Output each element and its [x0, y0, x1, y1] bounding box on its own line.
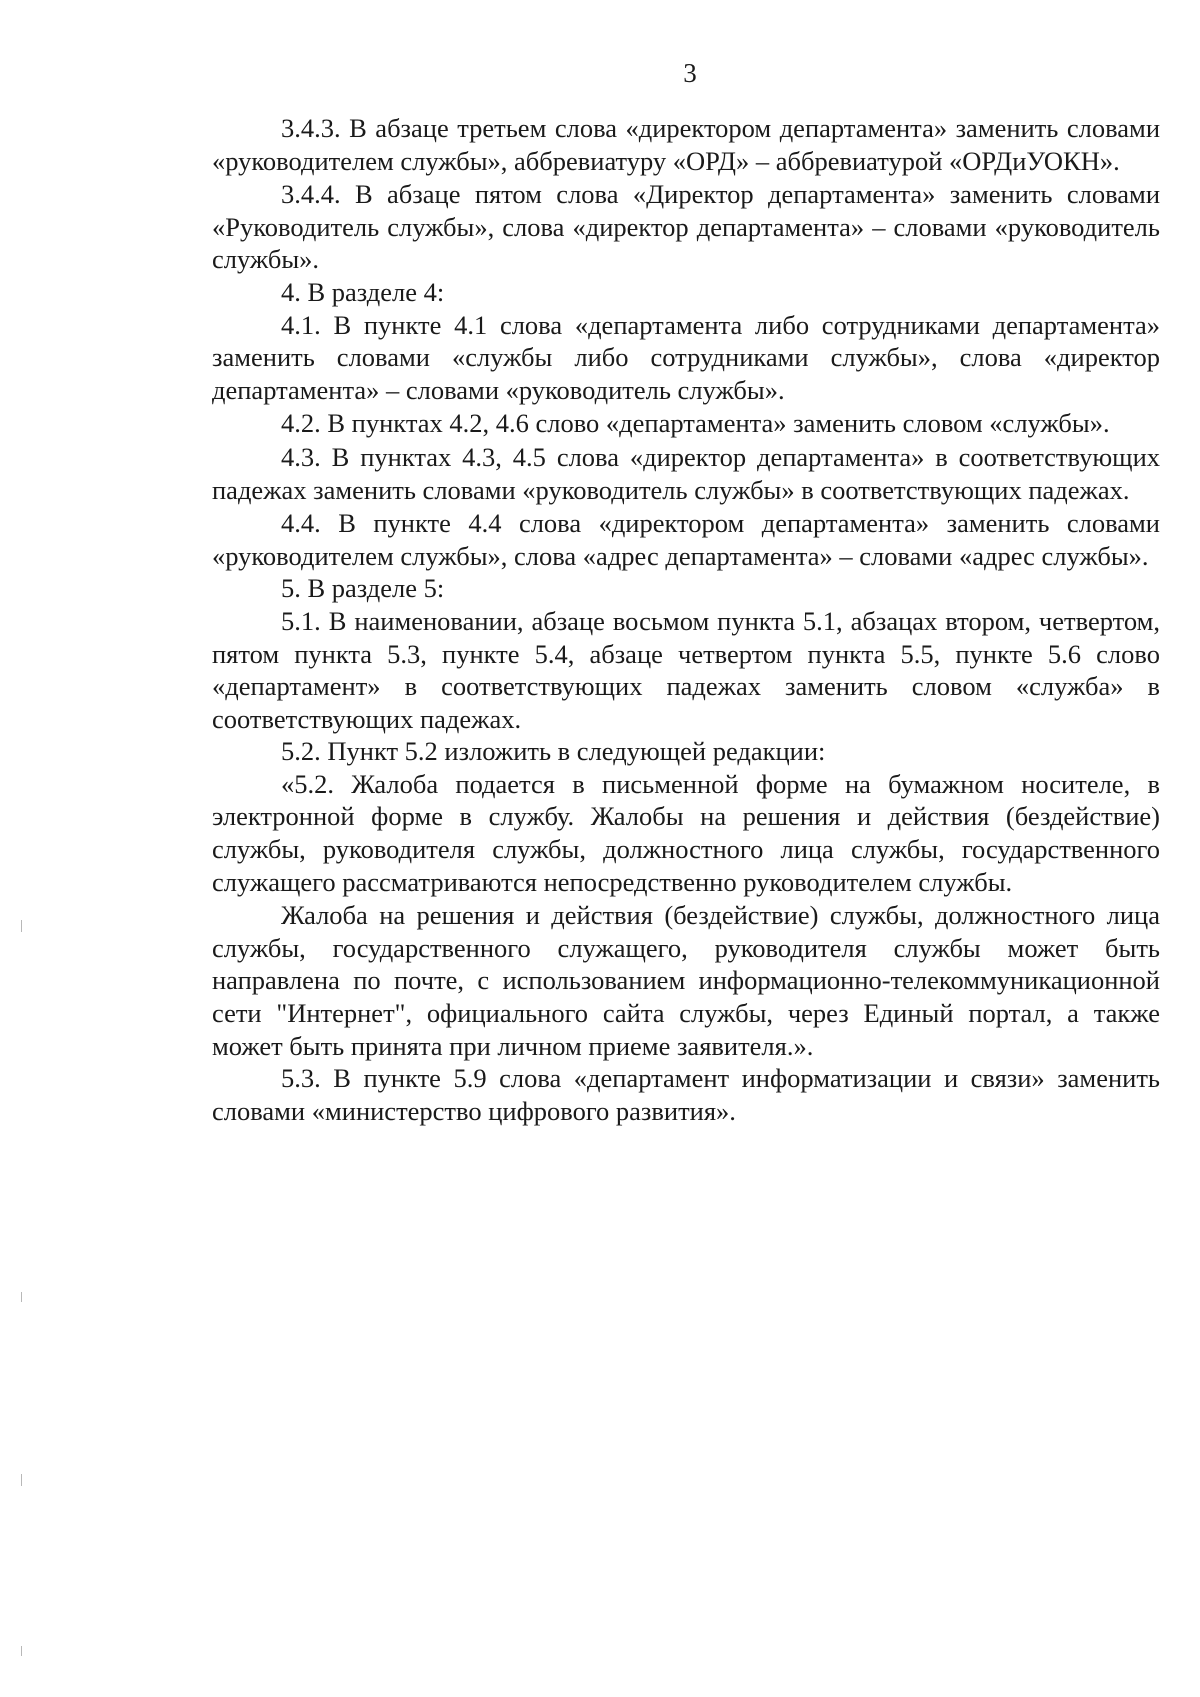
page-number: 3: [683, 58, 697, 88]
scan-edge-mark: [21, 920, 22, 932]
paragraph-5-3: 5.3. В пункте 5.9 слова «департамент информатизации и связи» заменить словами «министерство цифрового развития».: [212, 1063, 1160, 1126]
paragraph-4-3: 4.3. В пунктах 4.3, 4.5 слова «директор департамента» в соответствующих падежах заменить словами «руководитель службы» в соответствующих падежах.: [212, 441, 1160, 505]
paragraph-5-2-quote-1: «5.2. Жалоба подается в письменной форме на бумажном носителе, в электронной форме в службу. Жалобы на решения и действия (бездействие) службы, руководителя службы, должностного лица службы, государственного служащего рассматриваются непосредственно руководителем службы.: [212, 768, 1160, 897]
paragraph-4-2: 4.2. В пунктах 4.2, 4.6 слово «департамента» заменить словом «службы».: [281, 408, 1110, 439]
section-4-heading: 4. В разделе 4:: [281, 276, 445, 307]
paragraph-5-1: 5.1. В наименовании, абзаце восьмом пункта 5.1, абзацах втором, четвертом, пятом пункта 5.3, пункте 5.4, абзаце четвертом пункта 5.5, пункте 5.6 слово «департамент» в соответствующих падежах заменить словом «служба» в соответствующих падежах.: [212, 605, 1160, 734]
paragraph-4-1: 4.1. В пункте 4.1 слова «департамента либо сотрудниками департамента» заменить словами «службы либо сотрудниками службы», слова «директор департамента» – словами «руководитель службы».: [212, 309, 1160, 405]
scan-edge-mark: [21, 1474, 22, 1486]
scan-edge-mark: [21, 1292, 22, 1302]
paragraph-5-2: 5.2. Пункт 5.2 изложить в следующей редакции:: [281, 736, 826, 767]
scan-edge-mark: [21, 1646, 22, 1656]
paragraph-5-2-quote-2: Жалоба на решения и действия (бездействие) службы, должностного лица службы, государственного служащего, руководителя службы может быть направлена по почте, с использованием информационно-телекоммуникационной сети "Интернет", официального сайта службы, через Единый портал, а также может быть принята при личном приеме заявителя.».: [212, 900, 1160, 1061]
section-5-heading: 5. В разделе 5:: [281, 573, 445, 604]
paragraph-3-4-3: 3.4.3. В абзаце третьем слова «директором департамента» заменить словами «руководителем службы», аббревиатуру «ОРД» – аббревиатурой «ОРДиУОКН».: [212, 113, 1160, 176]
paragraph-3-4-4: 3.4.4. В абзаце пятом слова «Директор департамента» заменить словами «Руководитель службы», слова «директор департамента» – словами «руководитель службы».: [212, 179, 1160, 275]
paragraph-4-4: 4.4. В пункте 4.4 слова «директором департамента» заменить словами «руководителем службы», слова «адрес департамента» – словами «адрес службы».: [212, 508, 1160, 571]
document-body: [212, 112, 1160, 1127]
